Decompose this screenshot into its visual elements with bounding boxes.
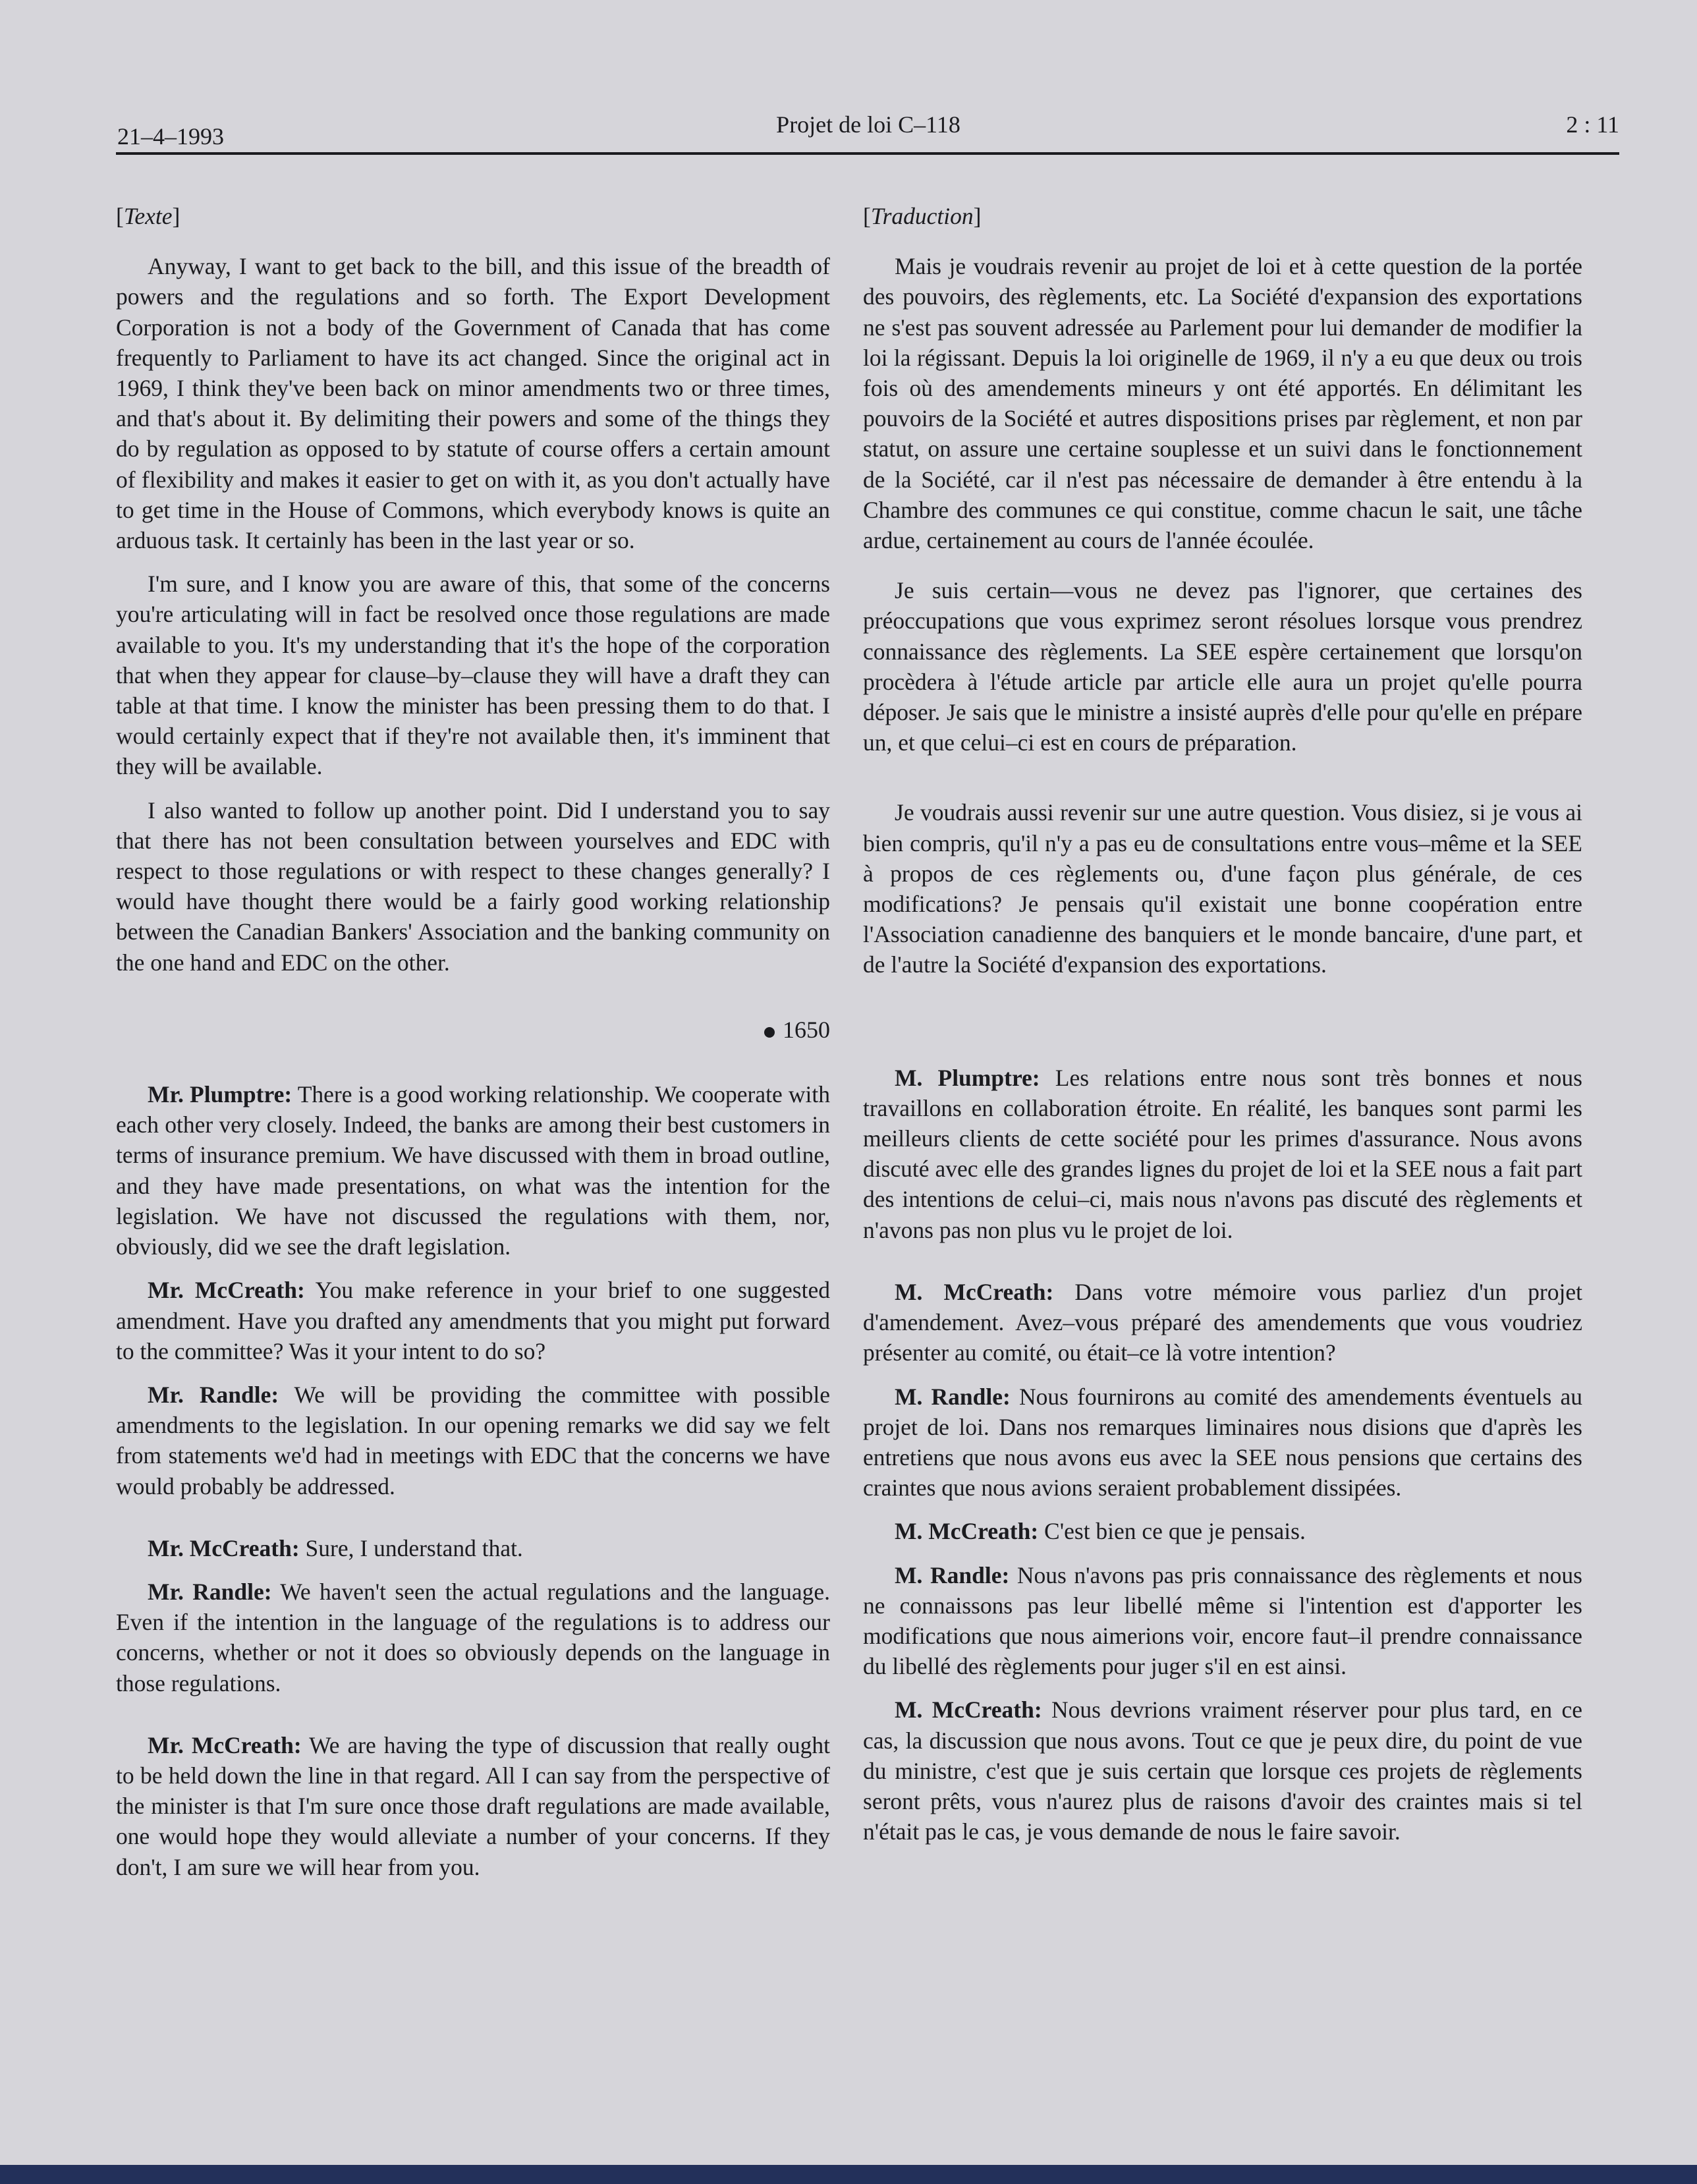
page-bottom-edge [0, 2165, 1697, 2184]
speech: M. Plumptre: Les relations entre nous sont très bonnes et nous travaillons en collaboration étroite. En réalité, les banques sont parmi les meilleurs clients de cette société pour les primes d'assurance. Nous avons discuté avec elle des grandes lignes du projet de loi et la SEE nous a fait part des intentions de celui–ci, mais nous n'avons pas discuté des règlements et n'avons pas non plus vu le projet de loi. [863, 1064, 1582, 1243]
speaker-name: M. McCreath: [895, 1278, 1054, 1305]
header-rule [116, 152, 1619, 155]
speech: M. McCreath: C'est bien ce que je pensais. [895, 1518, 1306, 1545]
header-page-number: 2 : 11 [1566, 111, 1619, 138]
speech: M. McCreath: Nous devrions vraiment réserver pour plus tard, en ce cas, la discussion que nous avons. Tout ce que je peux dire, du point de vue du ministre, c'est que je suis certain que lorsque ces projets de règlements seront prêts, vous n'aurez plus de raisons d'avoir des craintes mais si tel n'était pas le cas, je vous demande de nous le faire savoir. [863, 1696, 1582, 1845]
section-label-left: [Texte] [116, 203, 181, 229]
speaker-name: M. McCreath: [895, 1518, 1039, 1545]
right-column-french [863, 201, 1582, 1847]
paragraph: I also wanted to follow up another point. Did I understand you to say that there has not been consultation between yourselves and EDC with respect to those regulations or with respect to these changes generally? I would have thought there would be a fairly good working relationship between the Canadian Bankers' Association and the banking community on the one hand and EDC on the other. [116, 797, 830, 976]
speech: Mr. McCreath: Sure, I understand that. [148, 1534, 523, 1561]
speaker-name: M. Randle: [895, 1561, 1010, 1588]
header-date: 21–4–1993 [117, 123, 224, 150]
time-marker: 1650 [116, 1015, 830, 1045]
section-label-right: [Traduction] [863, 203, 982, 229]
speaker-name: M. Randle: [895, 1383, 1011, 1410]
speech: Mr. Randle: We will be providing the committee with possible amendments to the legislation. In our opening remarks we did say we felt from statements we'd had in meetings with EDC that the concerns we have would probably be addressed. [116, 1381, 830, 1499]
speech: M. Randle: Nous n'avons pas pris connaissance des règlements et nous ne connaissons pas leur libellé même si l'intention est d'apporter les modifications que nous aimerions voir, encore faut–il prendre connaissance du libellé des règlements pour juger s'il en est ainsi. [863, 1561, 1582, 1680]
paragraph: Anyway, I want to get back to the bill, and this issue of the breadth of powers and the regulations and so forth. The Export Development Corporation is not a body of the Government of Canada that has come frequently to Parliament to have its act changed. Since the original act in 1969, I think they've been back on minor amendments two or three times, and that's about it. By delimiting their powers and some of the things they do by regulation as opposed to by statute of course offers a certain amount of flexibility and makes it easier to get on with it, as you don't actually have to get time in the House of Commons, which everybody knows is quite an arduous task. It certainly has been in the last year or so. [116, 253, 830, 554]
speaker-name: M. McCreath: [895, 1696, 1042, 1723]
speaker-name: Mr. McCreath: [148, 1731, 302, 1758]
speech: M. McCreath: Dans votre mémoire vous parliez d'un projet d'amendement. Avez–vous préparé des amendements que vous voudriez présenter au comité, ou était–ce là votre intention? [863, 1278, 1582, 1366]
page-header [117, 111, 1619, 152]
speaker-name: Mr. McCreath: [148, 1277, 305, 1304]
paragraph: Je voudrais aussi revenir sur une autre question. Vous disiez, si je vous ai bien compris, qu'il n'y a pas eu de consultations entre vous–même et la SEE à propos de ces règlements ou, d'une façon plus générale, de ces modifications? Je pensais qu'il existait une bonne coopération entre l'Association canadienne des banquiers et le monde bancaire, d'une part, et de l'autre la Société d'expansion des exportations. [863, 799, 1582, 978]
speaker-name: Mr. McCreath: [148, 1534, 300, 1561]
speech: Mr. McCreath: We are having the type of discussion that really ought to be held down the line in that regard. All I can say from the perspective of the minister is that I'm sure once those draft regulations are made available, one would hope they would alleviate a number of your concerns. If they don't, I am sure we will hear from you. [116, 1731, 830, 1880]
paragraph: I'm sure, and I know you are aware of this, that some of the concerns you're articulating will in fact be resolved once those regulations are made available to you. It's my understanding that it's the hope of the corporation that when they appear for clause–by–clause they will have a draft they can table at that time. I know the minister has been pressing them to do that. I would certainly expect that if they're not available then, it's imminent that they will be available. [116, 571, 830, 780]
left-column-english [116, 201, 830, 1882]
speaker-name: M. Plumptre: [895, 1064, 1040, 1091]
header-title: Projet de loi C–118 [776, 111, 960, 138]
speech: M. Randle: Nous fournirons au comité des amendements éventuels au projet de loi. Dans nos remarques liminaires nous disions que d'après les entretiens que nous avons eus avec la SEE nous pensions que certains des craintes que nous avions seraient probablement dissipées. [863, 1383, 1582, 1501]
speech: Mr. Randle: We haven't seen the actual regulations and the language. Even if the intention in the language of the regulations is to address our concerns, whether or not it does so obviously depends on the language in those regulations. [116, 1578, 830, 1696]
speech: Mr. McCreath: You make reference in your brief to one suggested amendment. Have you drafted any amendments that you might put forward to the committee? Was it your intent to do so? [116, 1277, 830, 1364]
speaker-name: Mr. Randle: [148, 1578, 272, 1605]
paragraph: Mais je voudrais revenir au projet de loi et à cette question de la portée des pouvoirs, des règlements, etc. La Société d'expansion des exportations ne s'est pas souvent adressée au Parlement pour lui demander de modifier la loi la régissant. Depuis la loi originelle de 1969, il n'y a eu que deux ou trois fois où des amendements mineurs y ont été apportés. En délimitant les pouvoirs de la Société et autres dispositions prises par règlement, et non par statut, on assure une certaine souplesse et un suivi dans le fonctionnement de la Société, car il n'est pas nécessaire de demander à être entendu à la Chambre des communes ce qui constitue, comme chacun le sait, une tâche ardue, certainement au cours de l'année écoulée. [863, 253, 1582, 554]
paragraph: Je suis certain—vous ne devez pas l'ignorer, que certaines des préoccupations que vous exprimez seront résolues lorsque vous prendrez connaissance des règlements. La SEE espère certainement que lorsqu'on procèdera à l'étude article par article elle aura un projet qu'elle pourra déposer. Je sais que le ministre a insisté auprès d'elle pour qu'elle en prépare un, et que celui–ci est en cours de préparation. [863, 577, 1582, 756]
speaker-name: Mr. Randle: [148, 1381, 279, 1408]
bullet-icon [764, 1027, 775, 1038]
speech: Mr. Plumptre: There is a good working relationship. We cooperate with each other very closely. Indeed, the banks are among their best customers in terms of insurance premium. We have discussed with them in broad outline, and they have made presentations, on what was the intention for the legislation. We have not discussed the regulations with them, nor, obviously, did we see the draft legislation. [116, 1081, 830, 1260]
speaker-name: Mr. Plumptre: [148, 1081, 292, 1108]
